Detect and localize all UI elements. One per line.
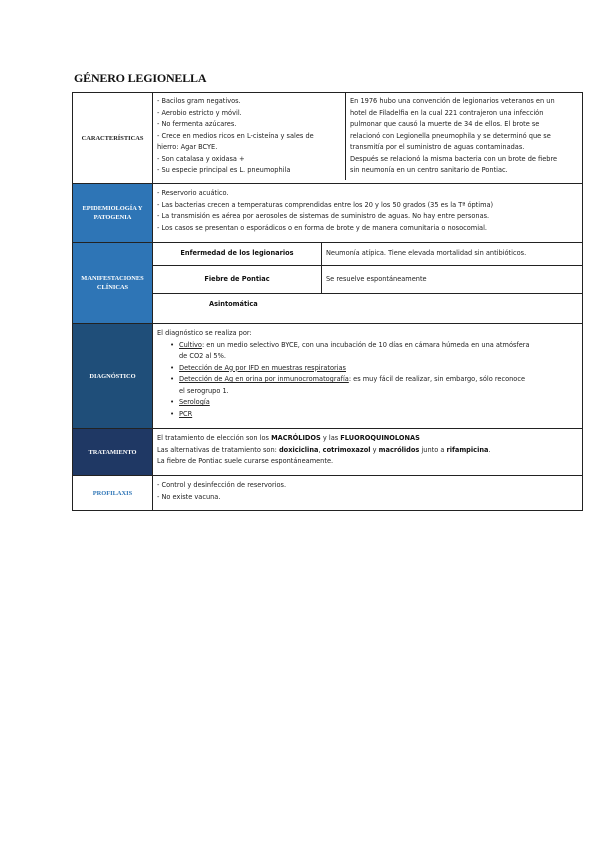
epidemiologia-list: - Reservorio acuático. - Las bacterias crecen a temperaturas comprendidas entre los 20 y los 50 grados (35 es la Tª óptima) - La transmisión es aérea por aerosoles de sistemas de suministro de aguas. No hay entre personas. - Los casos se presentan o esporádicos o en forma de brote y de manera comunitaria o nosocomial.	[153, 184, 583, 243]
row-profilaxis	[73, 476, 583, 511]
list-item: • PCR	[179, 409, 578, 421]
list-item: • Serología	[179, 397, 578, 409]
label-profilaxis: PROFILAXIS	[73, 476, 153, 511]
manif-desc: Neumonía atípica. Tiene elevada mortalidad sin antibióticos.	[326, 249, 527, 257]
manif-row	[153, 294, 582, 316]
manif-row	[153, 266, 582, 295]
page-title: GÉNERO LEGIONELLA	[74, 71, 207, 85]
list-item: • Detección de Ag por IFD en muestras respiratorias	[179, 363, 578, 375]
label-caracteristicas: CARACTERÍSTICAS	[73, 93, 153, 184]
row-manifestaciones	[73, 243, 583, 324]
profilaxis-list: - Control y desinfección de reservorios. - No existe vacuna.	[153, 476, 583, 511]
tratamiento-content: El tratamiento de elección son los MACRÓLIDOS y las FLUOROQUINOLONAS Las alternativas de tratamiento son: doxiciclina, cotrimoxazol y macrólidos junto a rifampicina. La fiebre de Pontiac suele curarse espontáneamente.	[153, 429, 583, 476]
historia-text: En 1976 hubo una convención de legionarios veteranos en un hotel de Filadelfia en la cual 221 contrajeron una infección pulmonar que causó la muerte de 34 de ellos. El brote se relacionó con Legionella pneumophila y se determinó que se transmitía por el suministro de aguas contaminadas. Después se relacionó la misma bacteria con un brote de fiebre sin neumonía en un centro sanitario de Pontiac.	[350, 97, 558, 174]
manif-row	[153, 243, 582, 266]
manif-desc: Se resuelve espontáneamente	[326, 274, 427, 283]
label-manifestaciones: MANIFESTACIONES CLÍNICAS	[73, 243, 153, 324]
label-epidemiologia: EPIDEMIOLOGÍA Y PATOGENIA	[73, 184, 153, 243]
list-item: • Detección de Ag en orina por inmunocromatografía: es muy fácil de realizar, sin embargo, sólo reconoce el serogrupo 1.	[179, 374, 578, 397]
row-diagnostico	[73, 324, 583, 429]
diagnostico-list	[157, 340, 578, 421]
row-tratamiento	[73, 429, 583, 476]
diagnostico-content: El diagnóstico se realiza por: • Cultivo: en un medio selectivo BYCE, con una incubación de 10 días en cámara húmeda en una atmósfera de CO2 al 5%. • Detección de Ag por IFD en muestras respiratorias • Detección de Ag en orina por inmunocromatografía: es muy fácil de realizar, sin embargo, sólo reconoce el serogrupo 1. • Serología • PCR	[153, 324, 583, 429]
manif-name: Enfermedad de los legionarios	[153, 243, 322, 265]
list-item: • Cultivo: en un medio selectivo BYCE, con una incubación de 10 días en cámara húmeda en una atmósfera de CO2 al 5%.	[179, 340, 578, 363]
caracteristicas-list: - Bacilos gram negativos. - Aerobio estricto y móvil. - No fermenta azúcares. - Crece en medios ricos en L-cisteína y sales de hierro: Agar BCYE. - Son catalasa y oxidasa + - Su especie principal es L. pneumophila	[153, 93, 346, 180]
row-epidemiologia	[73, 184, 583, 243]
info-table	[72, 92, 583, 511]
manif-name: Fiebre de Pontiac	[153, 266, 322, 294]
label-tratamiento: TRATAMIENTO	[73, 429, 153, 476]
label-diagnostico: DIAGNÓSTICO	[73, 324, 153, 429]
manif-asintomatica: Asintomática	[209, 300, 258, 308]
row-caracteristicas	[73, 93, 583, 184]
